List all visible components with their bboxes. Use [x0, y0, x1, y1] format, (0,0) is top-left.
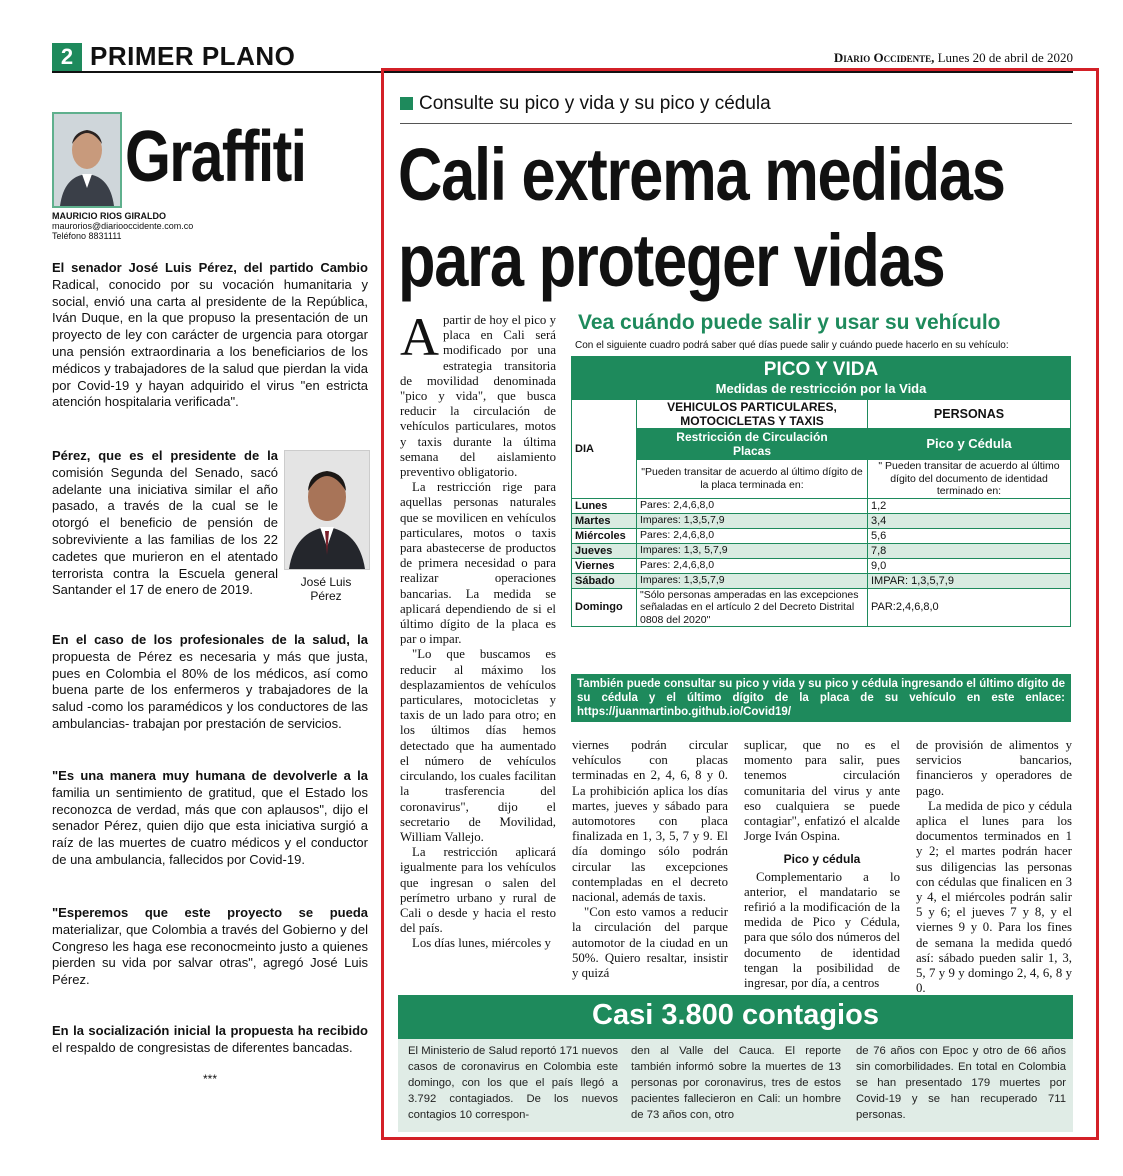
graffiti-paragraph [52, 768, 368, 869]
article-paragraph: "Lo que buscamos es reducir al máximo los desplazamientos de vehículos particulares, motocicletas y taxis de un lado para otro; en los últimos días hemos detectado que ha aumentado el número de vehículos circulando, los cuales facilitan la trasferencia del coronavirus", dijo el secretario de Movilidad, William Vallejo. [400, 647, 556, 844]
pico-y-vida-table [571, 356, 1071, 627]
headline-line-1: Cali extrema medidas [398, 133, 1005, 216]
paragraph-body: Radical, conocido por su vocación humanitaria y social, envió una carta al presidente de la República, Iván Duque, en la que propuso la presentación de un proyecto de ley con carácter de urgencia para otorgar una pensión extraordinaria a los beneficiarios de los médicos y trabajadores de la salud que pierdan la vida por Covid-19 y hayan adquirido el virus "en estricta atención hospitalaria verificada". [52, 276, 368, 410]
senator-photo [284, 450, 370, 570]
article-subhead: Pico y cédula [783, 852, 861, 867]
cedula-cell: IMPAR: 1,3,5,7,9 [868, 573, 1071, 588]
article-paragraph: viernes podrán circular vehículos con placas terminadas en 2, 4, 6, 8 y 0. La prohibición aplica los días martes, jueves y sábado para automotores con placa finalizada en 1, 3, 5, 7 y 9. El día domingo sólo podrán circular las excepciones contempladas en el decreto nacional, además de taxis. [572, 738, 728, 905]
paragraph-body: comisión Segunda del Senado, sacó adelante una iniciativa similar el año pasado, a través de la cual se le otorgó el beneficio de pensión de sobreviviente a las familias de los 22 cadetes que murieron en el atentado terrorista contra la Escuela general Santander el 17 de enero de 2019. [52, 464, 278, 598]
contagios-column: den al Valle del Cauca. El reporte también informó sobre la muertes de 13 personas por coronavirus, tres de estos pacientes fallecieron en Cali: un hombre de 73 años con, otro [631, 1045, 841, 1121]
paragraph-lead: El senador José Luis Pérez, del partido Cambio [52, 260, 368, 275]
byline [52, 211, 193, 241]
table-row [572, 498, 1071, 513]
paragraph-lead: "Esperemos que este proyecto se pueda [52, 905, 368, 920]
paper-name: Diario Occidente, [833, 50, 935, 65]
day-cell: Jueves [572, 543, 637, 558]
article-paragraph: La medida de pico y cédula aplica el lunes para los documentos terminados en 1 y 2; el martes podrán hacer sus diligencias las personas con cédulas que finalicen en 3 y 4, el miércoles podrán salir 5 y 6; el jueves 7 y 8, y el viernes 9 y 0. Para los fines de semana la medida quedó así: sábado pueden salir 1, 3, 5, 7 y 9 y domingo 2, 4, 6, 8 y 0. [916, 798, 1072, 996]
placas-cell: Pares: 2,4,6,8,0 [637, 558, 868, 573]
photo-caption: José Luis Pérez [300, 575, 352, 603]
issue-date: Lunes 20 de abril de 2020 [937, 50, 1073, 65]
cedula-cell: 9,0 [868, 558, 1071, 573]
end-mark: *** [202, 1072, 217, 1086]
table-subtitle: Con el siguiente cuadro podrá saber qué días puede salir y cuándo puede hacerlo en su vehículo: [575, 340, 1009, 351]
article-kicker [400, 93, 771, 115]
kicker-square-icon [400, 97, 413, 110]
note-placas: "Pueden transitar de acuerdo al último dígito de la placa terminada en: [637, 460, 868, 499]
contagios-column: de 76 años con Epoc y otro de 66 años sin comorbilidades. En total en Colombia se han presentado 179 muertes por Covid-19 y se han recuperado 711 personas. [856, 1045, 1066, 1121]
placas-cell: Pares: 2,4,6,8,0 [637, 498, 868, 513]
page-number: 2 [52, 43, 82, 71]
table-title: Vea cuándo puede salir y usar su vehículo [578, 311, 1001, 334]
day-cell: Miércoles [572, 528, 637, 543]
placas-cell: "Sólo personas amperadas en las excepciones señaladas en el artículo 2 del Decreto Distrital 0808 del 2020" [637, 588, 868, 627]
article-paragraph: La restricción aplicará igualmente para los vehículos que ingresan o salen del perímetro urbano y rural de Cali o desde y hacia el resto del país. [400, 845, 556, 936]
kicker-text: Consulte su pico y vida y su pico y cédula [419, 93, 771, 114]
article-paragraph: suplicar, que no es el momento para salir, pues tenemos circulación comunitaria del virus y ante eso cualquiera se puede contagiar", enfatizó el alcalde Jorge Iván Ospina. [744, 738, 900, 844]
day-cell: Viernes [572, 558, 637, 573]
paragraph-body: materializar, que Colombia a través del Gobierno y del Congreso les haga ese reconocmeinto justo a quienes pierden su vida por salvar otras", agregó José Luis Pérez. [52, 921, 368, 988]
column-header-dia: DIA [572, 400, 637, 499]
paragraph-lead: "Es una manera muy humana de devolverle a la [52, 768, 368, 783]
author-phone: Teléfono 8831111 [52, 231, 122, 241]
graffiti-paragraph [52, 632, 368, 733]
column-title: Graffiti [125, 117, 306, 197]
masthead [834, 50, 1073, 66]
contagios-column: El Ministerio de Salud reportó 171 nuevos casos de coronavirus en Colombia este domingo, con los que el país llegó a 3.792 contagiados. De los nuevos contagios 10 correspon- [408, 1045, 618, 1121]
graffiti-paragraph [52, 1023, 368, 1057]
day-cell: Sábado [572, 573, 637, 588]
article-column-2 [572, 738, 728, 981]
table-footnote: También puede consultar su pico y vida y su pico y cédula ingresando el último dígito de su cédula y el último dígito de la placa de su vehículo en este enlace: https://juanmartinbo.github.io/Covid19/ [571, 674, 1071, 722]
article-paragraph: de provisión de alimentos y servicios bancarios, financieros y operadores de pago. [916, 738, 1072, 798]
author-email: maurorios@diariooccidente.com.co [52, 221, 194, 231]
article-column-1 [400, 307, 556, 952]
graffiti-paragraph [52, 448, 278, 599]
paragraph-text: partir de hoy el pico y placa en Cali será modificado por una estrategia transitoria de movilidad denominada "pico y vida", que busca reducir la circulación de vehículos particulares, motos y taxis durante la última semana del aislamiento preventivo obligatorio. [400, 313, 556, 480]
cedula-cell: 3,4 [868, 513, 1071, 528]
article-column-4 [916, 738, 1072, 996]
day-cell: Lunes [572, 498, 637, 513]
table-row [572, 543, 1071, 558]
paragraph-body: el respaldo de congresistas de diferentes bancadas. [52, 1039, 353, 1055]
contagios-title: Casi 3.800 contagios [398, 995, 1073, 1039]
table-row [572, 588, 1071, 627]
table-body [572, 498, 1071, 627]
cedula-cell: 7,8 [868, 543, 1071, 558]
table-head: PICO Y VIDA [572, 357, 1071, 381]
placas-cell: Impares: 1,3,5,7,9 [637, 573, 868, 588]
note-cedula: " Pueden transitar de acuerdo al último dígito del documento de identidad terminado en: [868, 460, 1071, 499]
article-paragraph: Complementario a lo anterior, el mandatario se refirió a la modificación de la medida de Pico y Cédula, para que sólo dos números del documento de identidad tengan la posibilidad de ingresar, por día, a centros [744, 869, 900, 991]
paragraph-lead: En la socialización inicial la propuesta ha recibido [52, 1023, 368, 1038]
headline-line-2: para proteger vidas [398, 219, 945, 302]
table-head-sub: Medidas de restricción por la Vida [572, 381, 1071, 400]
drop-cap: A [400, 307, 439, 367]
graffiti-paragraph [52, 260, 368, 411]
cedula-cell: PAR:2,4,6,8,0 [868, 588, 1071, 627]
placas-cell: Pares: 2,4,6,8,0 [637, 528, 868, 543]
kicker-rule [400, 123, 1072, 124]
paragraph-body: propuesta de Pérez es necesaria y más que justa, pues en Colombia el 80% de los médicos, así como buena parte de los enfermeros y trabajadores de la salud -como los paramédicos y los conductores de las ambulancias- trabajan por prestación de servicios. [52, 648, 368, 731]
column-header-personas: PERSONAS [868, 400, 1071, 429]
table-row [572, 528, 1071, 543]
contagios-box [398, 1039, 1073, 1132]
cedula-cell: 1,2 [868, 498, 1071, 513]
article-paragraph [400, 307, 556, 480]
article-paragraph: "Con esto vamos a reducir la circulación del parque automotor de la ciudad en un 50%. Quiero resaltar, insistir y quizá [572, 905, 728, 981]
column-header-vehiculos: VEHICULOS PARTICULARES, MOTOCICLETAS Y TAXIS [637, 400, 868, 429]
section-title: PRIMER PLANO [90, 41, 296, 71]
table-row [572, 558, 1071, 573]
paragraph-lead: Pérez, que es el presidente de la [52, 448, 278, 463]
day-cell: Martes [572, 513, 637, 528]
day-cell: Domingo [572, 588, 637, 627]
headline [398, 132, 1079, 304]
subheader-placas: Restricción de Circulación Placas [637, 429, 868, 460]
placas-cell: Impares: 1,3,5,7,9 [637, 513, 868, 528]
author-photo [52, 112, 122, 208]
subheader-cedula: Pico y Cédula [868, 429, 1071, 460]
article-paragraph: La restricción rige para aquellas personas naturales que se movilicen en vehículos particulares, motos o taxis para abastecerse de productos de primera necesidad o para realizar operaciones bancarias. La medida se aplicará dependiendo de si el último dígito de la placa es par o impar. [400, 480, 556, 647]
paragraph-body: familia un sentimiento de gratitud, que el Estado los reconozca de verdad, más que con aplausos", dijo el senador Pérez, quien dijo que esta iniciativa surgió a raíz de las muertes de cuatro médicos y el conductor de una ambulancia, fallecidos por Covid-19. [52, 784, 368, 867]
article-column-3 [744, 738, 900, 991]
placas-cell: Impares: 1,3, 5,7,9 [637, 543, 868, 558]
article-paragraph: Los días lunes, miércoles y [412, 936, 551, 951]
paragraph-lead: En el caso de los profesionales de la salud, la [52, 632, 368, 647]
cedula-cell: 5,6 [868, 528, 1071, 543]
table-row [572, 513, 1071, 528]
graffiti-paragraph [52, 905, 368, 989]
table-row [572, 573, 1071, 588]
author-name: MAURICIO RIOS GIRALDO [52, 211, 166, 221]
